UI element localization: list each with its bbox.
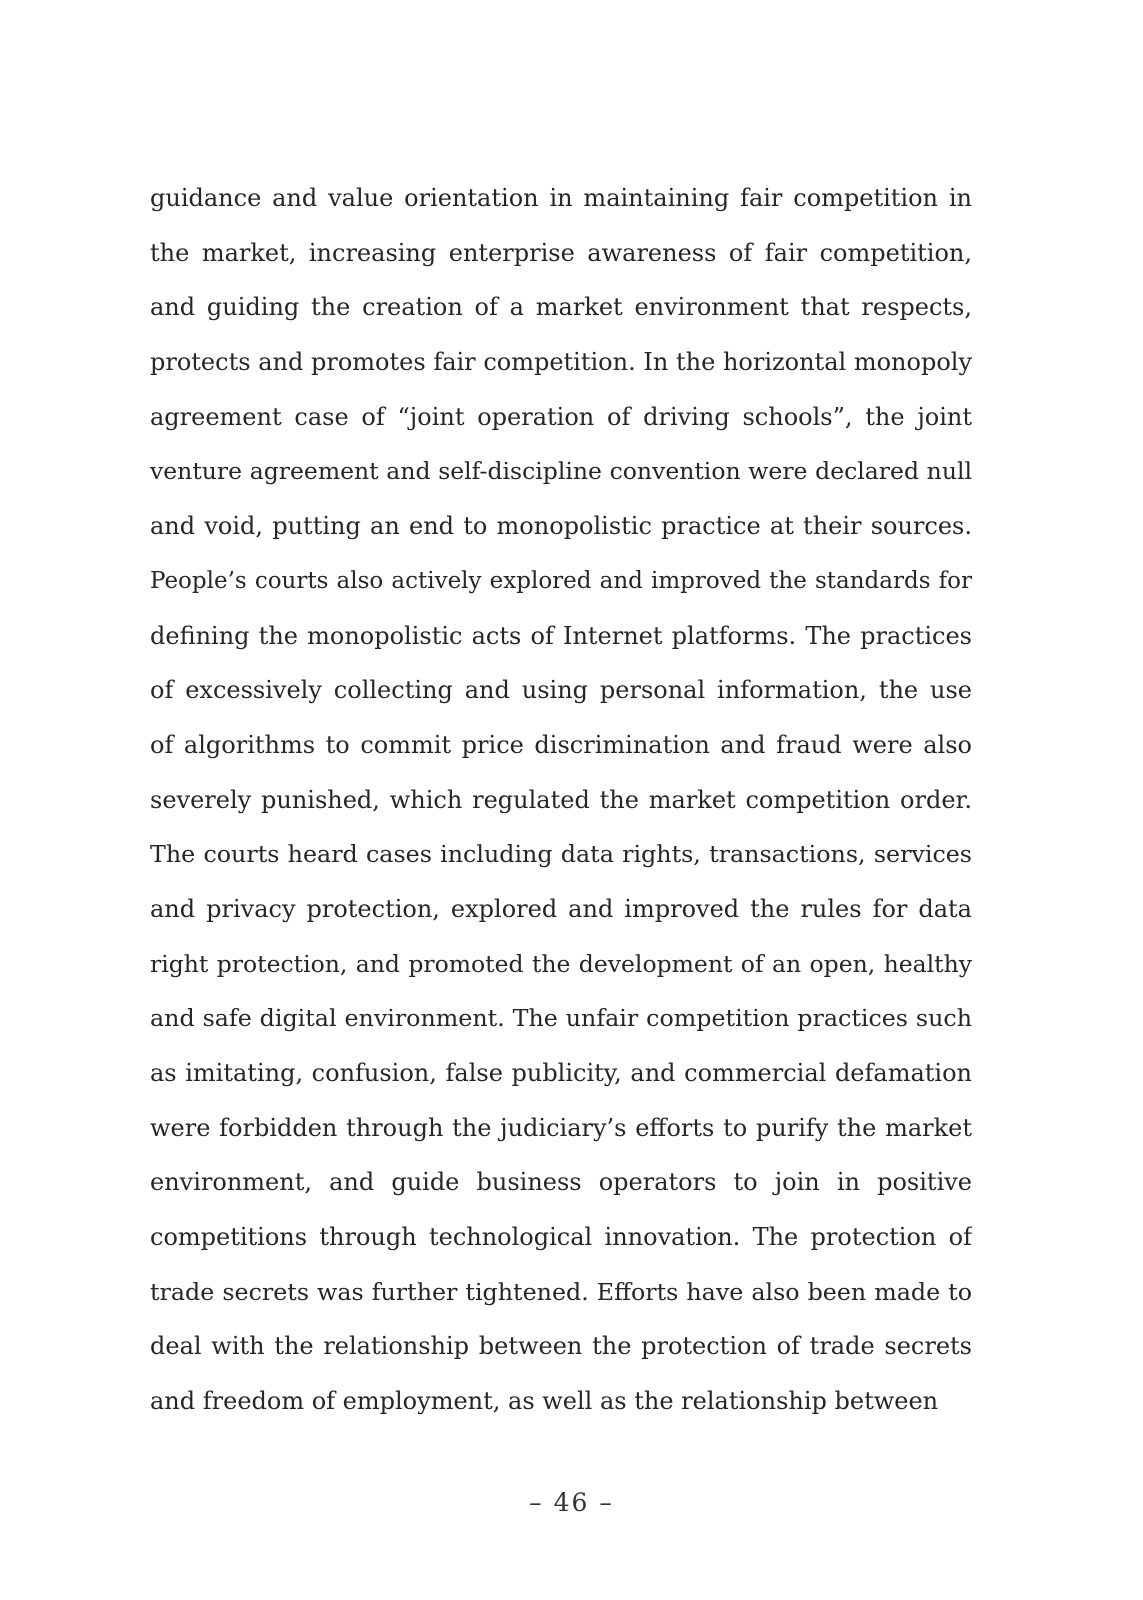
body-paragraph bbox=[150, 171, 972, 1429]
text-line: The courts heard cases including data rights, transactions, services bbox=[150, 840, 972, 869]
text-line: People’s courts also actively explored and improved the standards for bbox=[150, 567, 972, 594]
text-line: and guiding the creation of a market environment that respects, bbox=[150, 293, 972, 322]
text-line: right protection, and promoted the development of an open, healthy bbox=[150, 949, 972, 978]
text-line: protects and promotes fair competition. In the horizontal monopoly bbox=[150, 348, 972, 377]
text-line: and freedom of employment, as well as the relationship between bbox=[150, 1387, 939, 1416]
text-line: as imitating, confusion, false publicity, and commercial defamation bbox=[150, 1059, 972, 1087]
text-line: severely punished, which regulated the market competition order. bbox=[150, 785, 972, 814]
text-line: trade secrets was further tightened. Efforts have also been made to bbox=[150, 1277, 972, 1306]
text-line: competitions through technological innovation. The protection of bbox=[150, 1223, 972, 1252]
text-line: of algorithms to commit price discrimination and fraud were also bbox=[150, 730, 972, 759]
text-line: environment, and guide business operators to join in positive bbox=[150, 1168, 972, 1197]
text-line: of excessively collecting and using personal information, the use bbox=[150, 676, 972, 705]
text-line: and privacy protection, explored and improved the rules for data bbox=[150, 894, 972, 923]
text-line: the market, increasing enterprise awareness of fair competition, bbox=[150, 238, 972, 267]
text-line: defining the monopolistic acts of Internet platforms. The practices bbox=[150, 621, 972, 650]
text-line: guidance and value orientation in maintaining fair competition in bbox=[150, 184, 972, 212]
text-line: venture agreement and self-discipline convention were declared null bbox=[150, 457, 972, 486]
text-line: and void, putting an end to monopolistic practice at their sources. bbox=[150, 512, 972, 541]
text-line: deal with the relationship between the protection of trade secrets bbox=[150, 1332, 972, 1361]
page-number: – 46 – bbox=[529, 1488, 614, 1517]
text-line: and safe digital environment. The unfair competition practices such bbox=[150, 1004, 972, 1033]
text-line: agreement case of “joint operation of driving schools”, the joint bbox=[150, 402, 972, 431]
text-line: were forbidden through the judiciary’s efforts to purify the market bbox=[150, 1113, 972, 1142]
